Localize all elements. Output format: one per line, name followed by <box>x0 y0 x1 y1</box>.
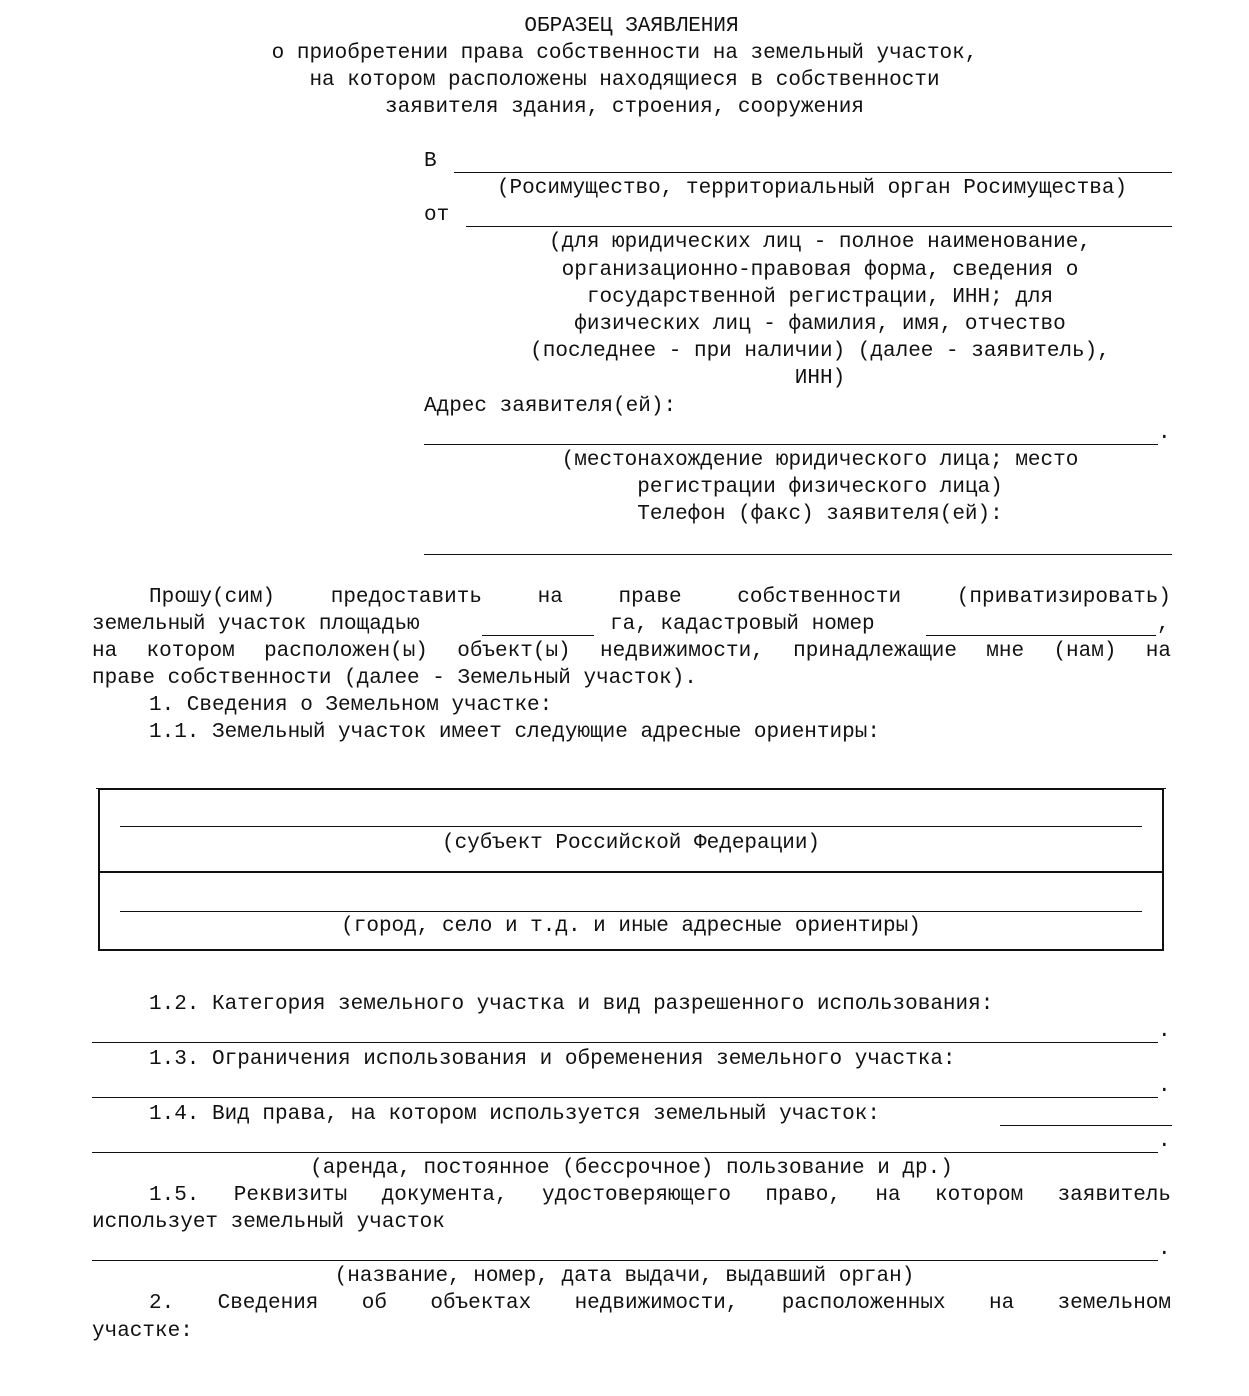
settlement-hint: (город, село и т.д. и иные адресные ориентиры) <box>341 915 921 938</box>
address-label: Адрес заявителя(ей): <box>424 395 677 418</box>
from-hint-line-3: государственной регистрации, ИНН; для <box>586 286 1054 309</box>
from-hint-line-6: ИНН) <box>794 367 846 390</box>
section-2-line-1: 2. Сведения об объектах недвижимости, расположенных на земельном <box>149 1292 1171 1315</box>
restrictions-field-line[interactable] <box>92 1073 1158 1098</box>
settlement-field-line[interactable] <box>120 887 1142 912</box>
request-paragraph-line-3: на котором расположен(ы) объект(ы) недвижимости, принадлежащие мне (нам) на <box>92 640 1171 663</box>
from-hint-line-5: (последнее - при наличии) (далее - заявитель), <box>530 340 1110 363</box>
right-type-field-period: . <box>1158 1130 1171 1153</box>
document-details-field-period: . <box>1158 1238 1171 1261</box>
form-title: ОБРАЗЕЦ ЗАЯВЛЕНИЯ <box>524 15 739 38</box>
section-1-3-heading: 1.3. Ограничения использования и обременения земельного участка: <box>149 1048 956 1071</box>
address-hint-line-2: регистрации физического лица) <box>637 476 1003 499</box>
address-hint-line-1: (местонахождение юридического лица; место <box>561 449 1079 472</box>
section-2-line-2: участке: <box>92 1320 193 1343</box>
address-field-period: . <box>1158 422 1171 445</box>
request-paragraph-line-2a: земельный участок площадью <box>92 613 420 636</box>
subject-rf-field-line[interactable] <box>120 802 1142 827</box>
table-top-rule <box>96 770 1166 789</box>
to-prefix: В <box>424 150 437 173</box>
document-details-hint: (название, номер, дата выдачи, выдавший орган) <box>334 1265 915 1288</box>
table-row <box>100 871 1162 949</box>
request-paragraph-line-1: Прошу(сим) предоставить на праве собственности (приватизировать) <box>149 586 1171 609</box>
form-subtitle-line-2: на котором расположены находящиеся в собственности <box>309 69 940 92</box>
from-hint-line-2: организационно-правовая форма, сведения о <box>561 259 1079 282</box>
category-field-line[interactable] <box>92 1018 1158 1043</box>
section-1-5-line-1: 1.5. Реквизиты документа, удостоверяющего право, на котором заявитель <box>149 1184 1171 1207</box>
right-type-hint: (аренда, постоянное (бессрочное) пользование и др.) <box>310 1157 953 1180</box>
address-landmarks-table <box>98 788 1164 951</box>
subject-rf-hint: (субъект Российской Федерации) <box>441 832 821 855</box>
right-type-field-line-1[interactable] <box>1000 1101 1172 1126</box>
to-field-line[interactable] <box>454 148 1172 173</box>
area-field-line[interactable] <box>482 611 594 636</box>
address-field-line[interactable] <box>424 420 1158 445</box>
document-details-field-line[interactable] <box>92 1236 1158 1261</box>
request-paragraph-line-2b: га, кадастровый номер <box>610 613 875 636</box>
section-1-heading: 1. Сведения о Земельном участке: <box>149 694 553 717</box>
request-paragraph-line-4: праве собственности (далее - Земельный участок). <box>92 667 697 690</box>
cadastral-number-field-line[interactable] <box>926 611 1156 636</box>
phone-field-line[interactable] <box>424 530 1172 555</box>
from-field-line[interactable] <box>466 202 1172 227</box>
right-type-field-line-2[interactable] <box>92 1128 1158 1153</box>
from-prefix: от <box>424 204 450 227</box>
section-1-2-heading: 1.2. Категория земельного участка и вид разрешенного использования: <box>149 993 994 1016</box>
to-field-hint: (Росимущество, территориальный орган Росимущества) <box>496 177 1128 200</box>
section-1-1-heading: 1.1. Земельный участок имеет следующие адресные ориентиры: <box>149 721 880 744</box>
form-subtitle-line-1: о приобретении права собственности на земельный участок, <box>271 42 978 65</box>
table-row <box>100 790 1162 871</box>
category-field-period: . <box>1158 1020 1171 1043</box>
from-hint-line-1: (для юридических лиц - полное наименование, <box>549 231 1091 254</box>
cadastral-number-comma: , <box>1157 613 1170 636</box>
section-1-5-line-2: использует земельный участок <box>92 1211 445 1234</box>
from-hint-line-4: физических лиц - фамилия, имя, отчество <box>574 313 1066 336</box>
restrictions-field-period: . <box>1158 1075 1171 1098</box>
form-subtitle-line-3: заявителя здания, строения, сооружения <box>385 96 864 119</box>
phone-label: Телефон (факс) заявителя(ей): <box>637 503 1003 526</box>
section-1-4-heading: 1.4. Вид права, на котором используется земельный участок: <box>149 1103 880 1126</box>
